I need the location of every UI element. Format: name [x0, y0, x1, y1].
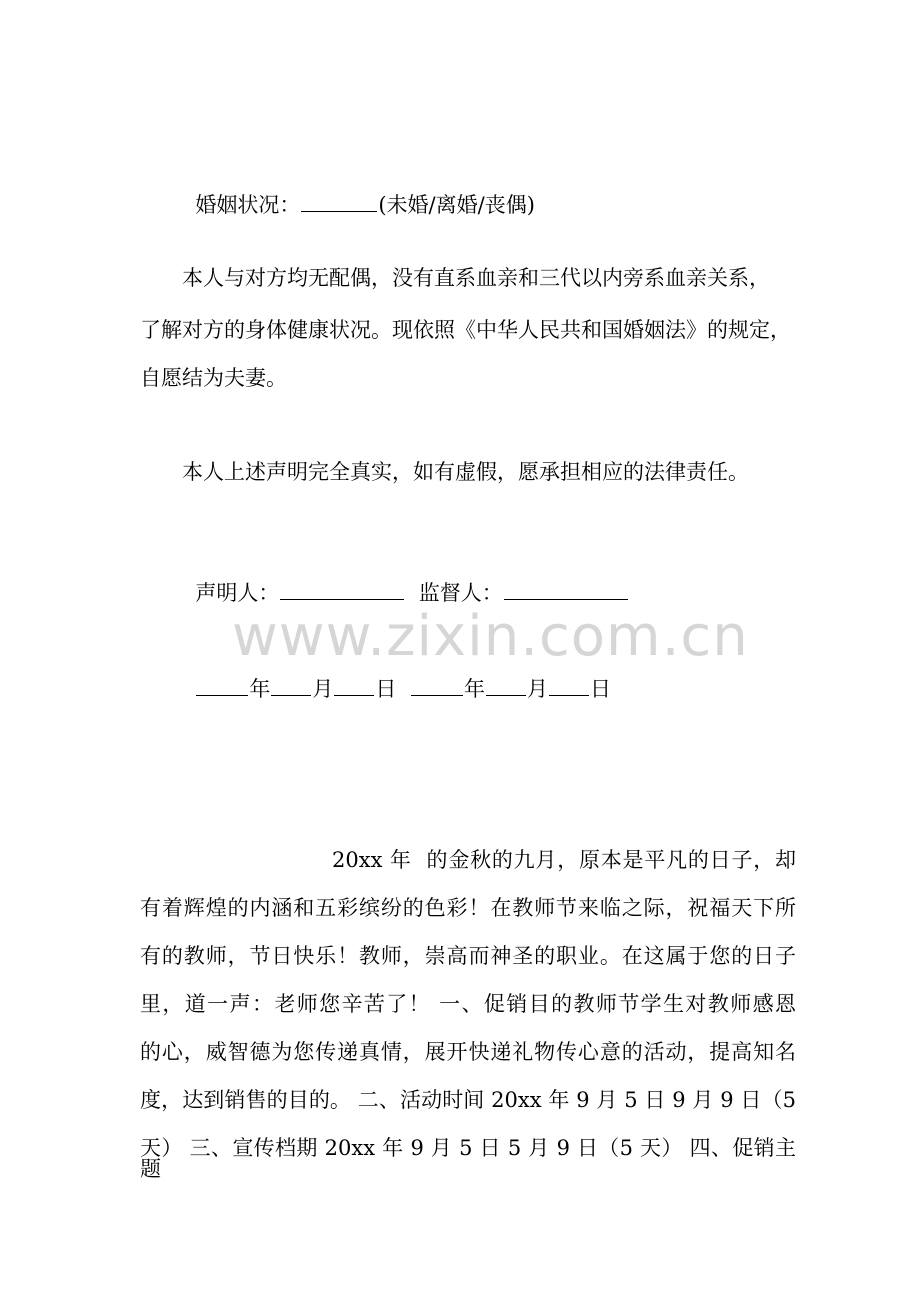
supervisor-blank [504, 598, 628, 600]
supervisor-label: 监督人： [418, 581, 503, 605]
year-blank-2 [411, 694, 463, 696]
day-blank-2 [549, 694, 589, 696]
article-line-4: 里，道一声：老师您辛苦了！ 一、促销目的教师节学生对教师感恩 [140, 992, 796, 1016]
date-row [182, 658, 611, 700]
statement-line-1: 本人与对方均无配偶，没有直系血亲和三代以内旁系血亲关系， [182, 266, 770, 290]
marital-status-options: (未婚/离婚/丧偶) [378, 193, 535, 217]
article-line-7: 天） 三、宣传档期 20xx 年 9 月 5 日 5 月 9 日（5 天） 四、促销主题 [140, 1136, 796, 1181]
day-unit-2: 日 [590, 677, 612, 701]
statement-line-2: 了解对方的身体健康状况。现依照《中华人民共和国婚姻法》的规定， [140, 318, 791, 342]
year-unit-2: 年 [464, 677, 486, 701]
article-line-3: 有的教师，节日快乐！教师，崇高而神圣的职业。在这属于您的日子 [140, 944, 796, 968]
statement-line-3: 自愿结为夫妻。 [140, 366, 287, 390]
article-line-5: 的心，威智德为您传递真情，展开快递礼物传心意的活动，提高知名 [140, 1040, 796, 1064]
article-line-2: 有着辉煌的内涵和五彩缤纷的色彩！在教师节来临之际，祝福天下所 [140, 896, 796, 920]
marital-status-row [182, 174, 535, 216]
marital-status-label: 婚姻状况： [195, 193, 301, 217]
truth-statement: 本人上述声明完全真实，如有虚假，愿承担相应的法律责任。 [182, 460, 749, 484]
year-blank-1 [196, 694, 248, 696]
year-unit-1: 年 [249, 677, 271, 701]
month-unit-2: 月 [527, 677, 549, 701]
watermark-text: www.zixin.com.cn [232, 604, 749, 669]
day-blank-1 [334, 694, 374, 696]
marital-status-blank [301, 210, 377, 212]
declarant-blank [280, 598, 404, 600]
month-blank-1 [271, 694, 311, 696]
declarant-label: 声明人： [195, 581, 280, 605]
article-line-1: 20xx 年 的金秋的九月，原本是平凡的日子，却 [332, 848, 796, 872]
day-unit-1: 日 [375, 677, 397, 701]
article-line-6: 度，达到销售的目的。 二、活动时间 20xx 年 9 月 5 日 9 月 9 日（5 [140, 1088, 796, 1112]
month-blank-2 [486, 694, 526, 696]
month-unit-1: 月 [312, 677, 334, 701]
signature-row [182, 562, 629, 604]
